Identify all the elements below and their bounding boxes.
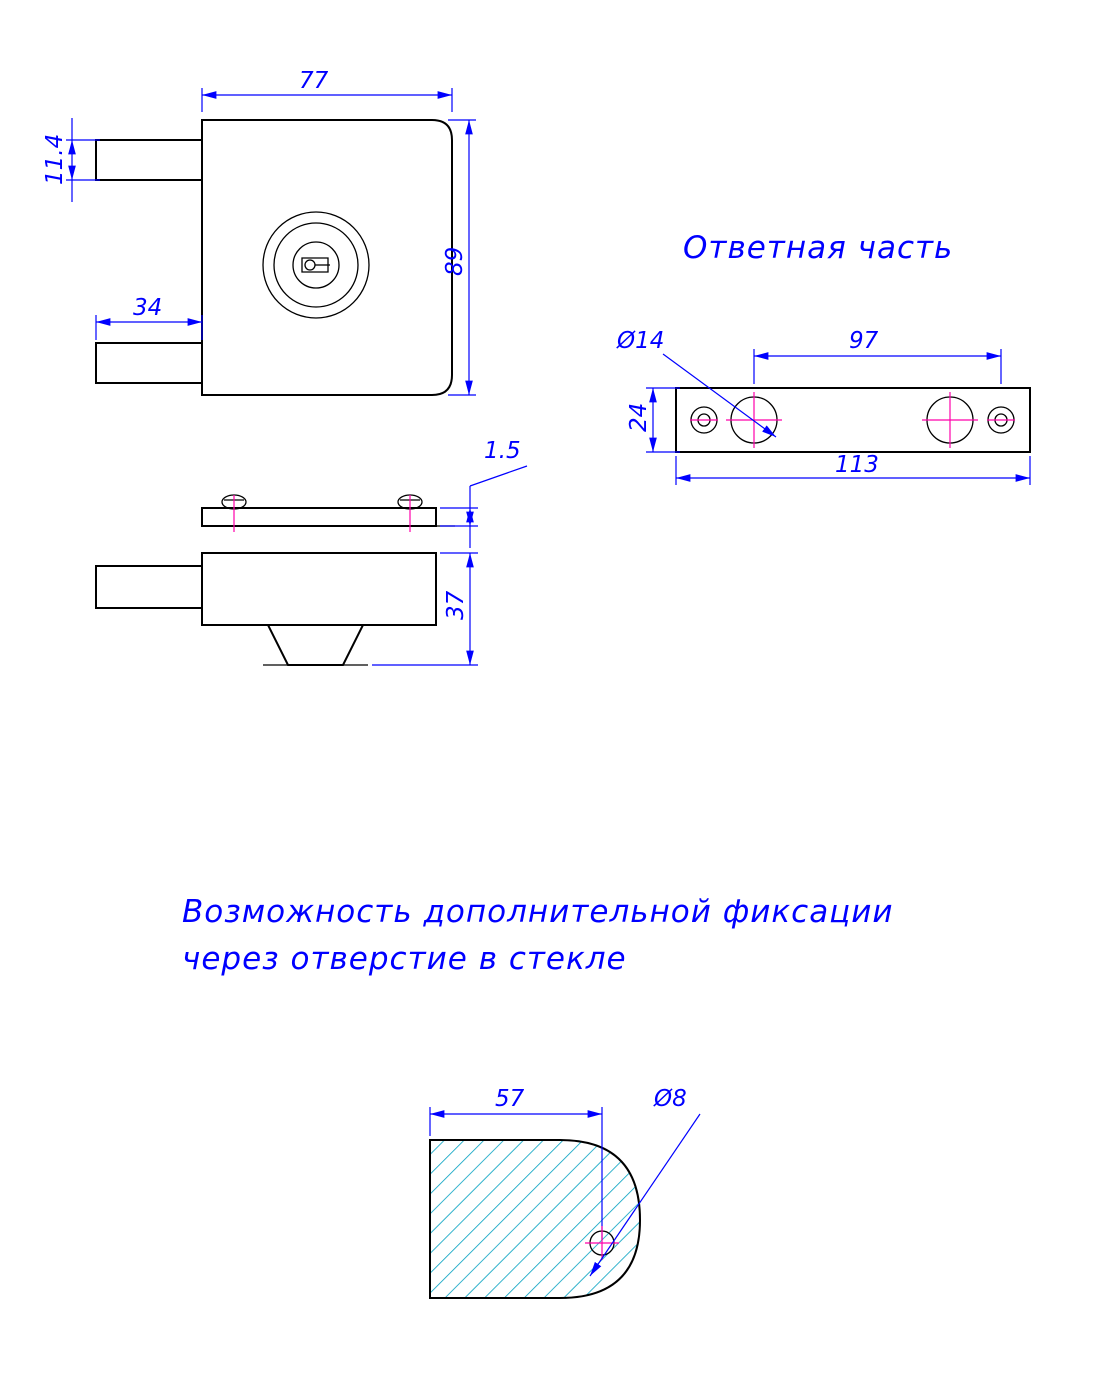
extra-fixation-note-line1: Возможность дополнительной фиксации [182,894,894,930]
dimension-hole-spacing-label: 97 [849,328,879,354]
dimension-front-height [442,120,476,395]
dimension-glass-thickness-label: 1.5 [484,438,521,464]
side-pin [96,566,202,608]
dimension-pin-offset-label: 34 [133,295,163,321]
dimension-glass-thickness [440,438,527,548]
extra-fixation-note [182,894,894,977]
dimension-front-width-label: 77 [299,68,329,94]
counterpart-title: Ответная часть [683,230,954,266]
side-view [96,438,527,665]
dimension-cut-width-label: 57 [495,1086,525,1112]
keyhole-pin-icon [305,260,315,270]
dimension-top-pin-height [42,118,100,202]
dimension-pin-offset [96,295,202,340]
dimension-hole-diameter-label: Ø14 [617,328,665,354]
glass-cutout-outline [430,1140,640,1298]
dimension-plate-height [626,388,680,452]
side-nose-outline [268,625,363,665]
counterpart-view [616,230,1030,485]
side-body-outline [202,553,436,625]
dimension-hole-spacing [754,328,1001,384]
dimension-front-width [202,68,452,112]
front-top-pin [96,140,202,180]
dimension-front-height-label: 89 [442,246,468,276]
dimension-plate-length [676,452,1030,485]
dimension-plate-length-label: 113 [835,452,879,478]
dimension-plate-height-label: 24 [626,402,652,432]
dimension-fix-hole-label: Ø8 [654,1086,687,1112]
front-bottom-pin [96,343,202,383]
dimension-top-pin-height-label: 11.4 [42,133,68,185]
side-glass-plate [202,508,436,526]
front-view [42,68,476,395]
glass-cutout-view [430,1086,700,1298]
dimension-side-depth-label: 37 [443,590,469,620]
dimension-side-depth [372,553,478,665]
extra-fixation-note-line2: через отверстие в стекле [182,941,627,977]
